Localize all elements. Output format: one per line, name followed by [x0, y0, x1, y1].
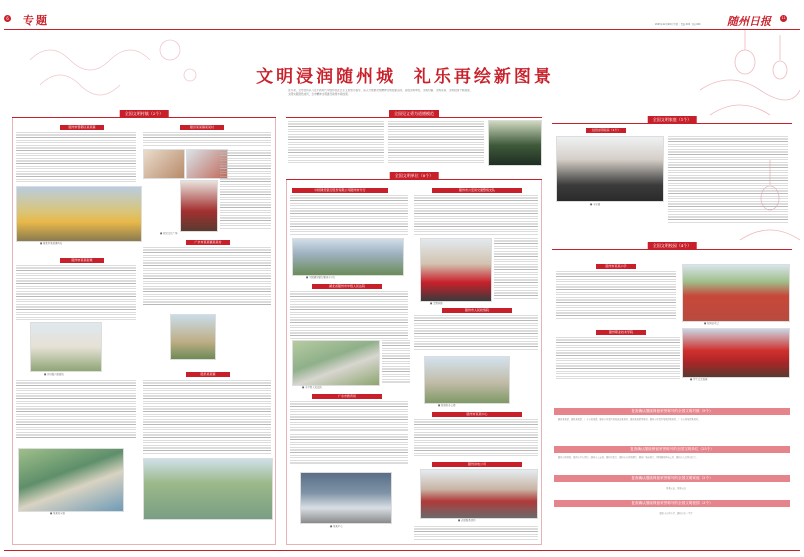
- recommend-t2: 随州市税务局、随州市中心医院、随州市公安局、随州日报社、随州市妇幼保健院、随州广播电视台、国网随州供电公司、随州市人民检察院等。: [558, 456, 698, 459]
- photo-running-track: [682, 264, 790, 322]
- recommend-r2: 复查确认继续保留荣誉称号的全国文明单位（25个）: [554, 446, 790, 453]
- caption-c9: ■ 某某中心: [330, 525, 343, 528]
- section-unit: [286, 172, 542, 180]
- photo-students-performance: [682, 328, 790, 378]
- caption-c13: ■ 学生文艺表演: [690, 378, 708, 381]
- page-header: [0, 0, 804, 30]
- article-text: [414, 526, 538, 540]
- caption-c3: ■ 乡村振兴新面貌: [44, 373, 64, 376]
- section-label: 专题: [23, 14, 49, 27]
- photo-village-road: [30, 322, 102, 372]
- subhead-u1: 中国建设银行股份有限公司随州市分行: [292, 188, 388, 193]
- photo-volunteers: [420, 469, 538, 519]
- caption-c4: ■ 某某村全景: [50, 512, 65, 515]
- article-text: [288, 121, 384, 163]
- article-text: [16, 132, 136, 182]
- recommend-t1: 随县某某镇、随县某某镇、广水市某某镇、随州市曾都区某某街道某某村、随县某某镇某某村、随州市曾都区某某镇某某村、广水市某某镇某某村。: [558, 418, 701, 421]
- subhead-v1: 随州市曾都区某某镇: [60, 125, 104, 130]
- subhead-u7: 随州供电公司: [432, 462, 522, 467]
- subhead-u2: 随州市公安局交通警察支队: [432, 188, 522, 193]
- footer-rule: [4, 550, 800, 551]
- recommend-r4: 复查确认继续保留荣誉称号的全国文明校园（3个）: [554, 500, 790, 507]
- subhead-v4: 广水市某某镇某某村: [186, 240, 230, 245]
- subhead-s1: 随州市某某小学: [596, 264, 636, 269]
- recommend-r1: 复查确认继续保留荣誉称号的全国文明村镇（9个）: [554, 408, 790, 415]
- photo-pond-village: [143, 458, 273, 520]
- caption-c1: ■ 曾都区某某镇风光: [40, 242, 63, 245]
- caption-c6: ■ 交警执勤: [430, 302, 443, 305]
- photo-stone-monument: [170, 314, 216, 360]
- article-text: [382, 340, 410, 384]
- subhead-s2: 随州职业技术学院: [596, 330, 646, 335]
- subhead-u4: 随州市人民检察院: [442, 308, 512, 313]
- article-text: [414, 195, 538, 235]
- section-village: [12, 110, 276, 118]
- photo-court-aerial: [292, 340, 380, 386]
- subhead-u5: 广水市教育局: [312, 394, 382, 399]
- subhead-v5: 随县某某镇: [186, 372, 230, 377]
- article-text: [16, 265, 136, 320]
- recommend-r3: 复查确认继续保留荣誉称号的全国文明家庭（2个）: [554, 475, 790, 482]
- article-text: [414, 315, 538, 351]
- caption-c10: ■ 志愿服务活动: [458, 519, 476, 522]
- newspaper-logo: 随州日报: [727, 15, 771, 28]
- section-school: [552, 242, 792, 250]
- subhead-family: 全国文明家庭（1个）: [586, 128, 626, 133]
- section-unit-label: 全国文明单位（8个）: [390, 172, 439, 179]
- date-info: 2023年12月20日 星期三 责编:XXX 美编:XXX: [655, 23, 701, 26]
- section-campus: [552, 116, 792, 124]
- photo-aerial-town: [18, 448, 124, 512]
- subhead-u6: 随州市某某中心: [432, 412, 522, 417]
- photo-control-room: [300, 472, 392, 524]
- section-village-label: 全国文明村镇（2个）: [120, 110, 169, 117]
- photo-police-portrait: [488, 120, 542, 166]
- article-text: [143, 247, 271, 307]
- photo-bank-building: [292, 238, 404, 276]
- photo-family: [556, 136, 664, 202]
- caption-c7: ■ 市中级人民法院: [302, 386, 322, 389]
- article-text: [143, 132, 271, 147]
- article-text: [290, 401, 408, 431]
- article-text: [143, 380, 271, 455]
- caption-c8: ■ 检察院办公楼: [438, 404, 456, 407]
- article-text: [388, 121, 484, 163]
- page-number-left: 6: [4, 15, 11, 22]
- article-text: [290, 434, 408, 464]
- article-text: [290, 291, 408, 339]
- section-family-label: 全国见义勇为道德模范: [389, 110, 439, 117]
- photo-standing-woman: [180, 180, 218, 232]
- section-campus-label: 全国文明家庭（1个）: [648, 116, 697, 123]
- article-text: [668, 136, 788, 224]
- subhead-v2: 随县某某镇某某村: [180, 125, 224, 130]
- article-text: [556, 337, 680, 379]
- caption-c5: ■ 中国建设银行随州市分行: [306, 276, 336, 279]
- caption-c12: ■ 校园运动会: [704, 322, 719, 325]
- headline-intro: 近年来，全市坚持以习近平新时代中国特色社会主义思想为指导，深入开展群众性精神文明创建活动，各级文明单位、文明村镇、文明家庭、文明校园不断涌现，文明实践蔚然成风，全市精神文明建设取得丰硕成果。: [288, 89, 473, 96]
- headline-title: 文明浸润随州城 礼乐再绘新图景: [256, 67, 554, 87]
- photo-procuratorate: [424, 356, 510, 404]
- subhead-v3: 随州市某某街道: [60, 258, 104, 263]
- article-text: [290, 195, 408, 235]
- recommend-t4: 随州市实验小学、随州市第一中学: [659, 512, 693, 515]
- caption-c2: ■ 村民文化广场: [160, 232, 178, 235]
- photo-autumn-trees: [16, 186, 142, 242]
- article-text: [494, 238, 538, 300]
- article-text: [414, 419, 538, 457]
- recommend-t3: 某某家庭、某某家庭: [666, 487, 686, 490]
- photo-hall-interior: [143, 149, 185, 179]
- photo-group-people: [420, 238, 492, 302]
- caption-c11: ■ 全家福: [590, 203, 601, 206]
- section-family: [286, 110, 542, 118]
- section-school-label: 全国文明校园（4个）: [648, 242, 697, 249]
- article-text: [220, 150, 271, 230]
- page-number-right: 11: [781, 16, 786, 20]
- article-text: [16, 380, 136, 440]
- article-text: [556, 271, 676, 319]
- subhead-u3: 湖北省随州市中级人民法院: [312, 284, 382, 289]
